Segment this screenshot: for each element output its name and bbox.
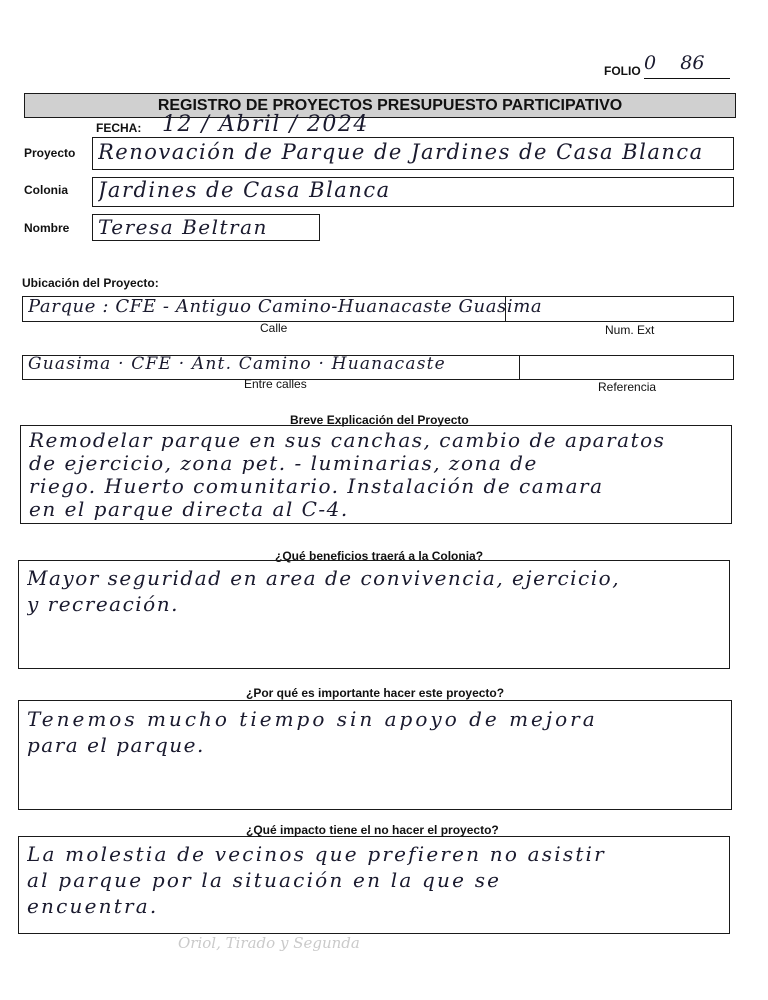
nombre-label: Nombre — [24, 221, 70, 235]
explicacion-label: Breve Explicación del Proyecto — [290, 413, 469, 427]
referencia-caption: Referencia — [598, 380, 657, 394]
proyecto-value: Renovación de Parque de Jardines de Casa Blanca — [98, 140, 704, 164]
impacto-line-2: al parque por la situación en la que se — [27, 868, 502, 892]
form-title: REGISTRO DE PROYECTOS PRESUPUESTO PARTICIPATIVO — [157, 97, 623, 114]
impacto-label: ¿Qué impacto tiene el no hacer el proyecto? — [246, 823, 499, 837]
explicacion-field[interactable] — [20, 425, 732, 524]
folio-underline — [644, 78, 730, 79]
explicacion-line-2: de ejercicio, zona pet. - luminarias, zona de — [29, 452, 538, 475]
importancia-label: ¿Por qué es importante hacer este proyecto? — [246, 686, 505, 700]
referencia-input[interactable] — [520, 357, 732, 378]
ubicacion-label: Ubicación del Proyecto: — [22, 276, 159, 290]
explicacion-line-4: en el parque directa al C-4. — [29, 498, 349, 521]
folio-label: FOLIO — [604, 64, 641, 78]
colonia-label: Colonia — [24, 183, 68, 197]
importancia-field[interactable] — [18, 700, 732, 810]
beneficios-field[interactable] — [18, 560, 730, 669]
calle-caption: Calle — [260, 321, 288, 335]
num-ext-caption: Num. Ext — [605, 323, 655, 337]
impacto-line-3: encuentra. — [27, 894, 159, 918]
folio-number: 0 86 — [644, 52, 705, 74]
fecha-label: FECHA: — [96, 121, 142, 135]
beneficios-line-2: y recreación. — [27, 592, 179, 616]
bleed-through-text: Oriol, Tirado y Segunda — [178, 934, 360, 952]
explicacion-line-3: riego. Huerto comunitario. Instalación de camara — [29, 475, 604, 498]
calle-value: Parque : CFE - Antiguo Camino-Huanacaste Guasima — [28, 296, 543, 317]
beneficios-line-1: Mayor seguridad en area de convivencia, ejercicio, — [27, 566, 621, 590]
nombre-value: Teresa Beltran — [98, 215, 268, 239]
explicacion-line-1: Remodelar parque en sus canchas, cambio de aparatos — [29, 428, 666, 452]
impacto-line-1: La molestia de vecinos que prefieren no asistir — [27, 842, 606, 866]
impacto-field[interactable] — [18, 836, 730, 934]
fecha-value: 12 / Abril / 2024 — [162, 112, 369, 137]
importancia-line-2: para el parque. — [27, 733, 205, 757]
entre-calles-value: Guasima · CFE · Ant. Camino · Huanacaste — [28, 354, 446, 374]
form-header-bar — [24, 93, 736, 118]
proyecto-label: Proyecto — [24, 146, 76, 160]
entre-calles-caption: Entre calles — [244, 377, 307, 391]
importancia-line-1: Tenemos mucho tiempo sin apoyo de mejora — [27, 707, 598, 731]
colonia-value: Jardines de Casa Blanca — [98, 178, 391, 202]
beneficios-label: ¿Qué beneficios traerá a la Colonia? — [275, 549, 484, 563]
